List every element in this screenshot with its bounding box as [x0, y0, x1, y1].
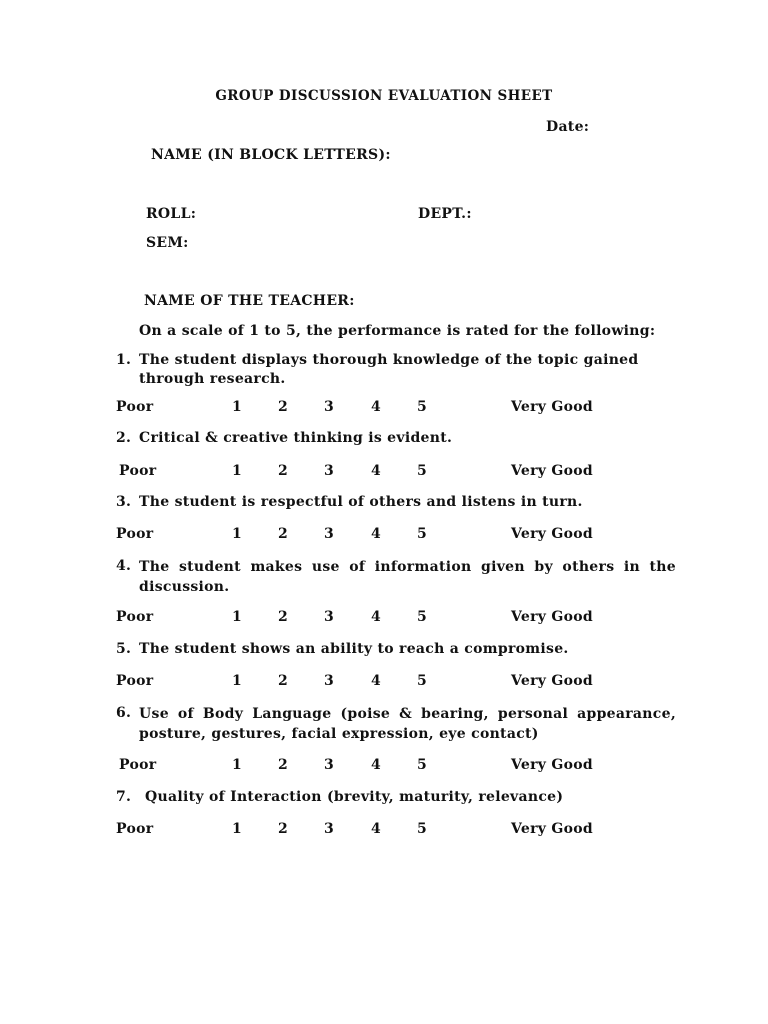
rating-option-4[interactable]: 4: [371, 757, 382, 773]
criterion-7: [116, 788, 676, 807]
scale-low-label: Poor: [116, 673, 154, 689]
teacher-label: NAME OF THE TEACHER:: [144, 293, 355, 309]
scale-high-label: Very Good: [511, 673, 593, 689]
criterion-text: The student is respectful of others and listens in turn.: [139, 494, 583, 510]
criterion-2: [116, 429, 676, 448]
scale-high-label: Very Good: [511, 757, 593, 773]
rating-option-4[interactable]: 4: [371, 609, 382, 625]
rating-scale-5: [0, 672, 768, 690]
criterion-6: [116, 704, 676, 744]
rating-option-3[interactable]: 3: [324, 757, 335, 773]
scale-low-label: Poor: [116, 609, 154, 625]
dept-label: DEPT.:: [418, 206, 472, 222]
scale-high-label: Very Good: [511, 463, 593, 479]
criterion-text: Critical & creative thinking is evident.: [139, 430, 453, 446]
page-title: GROUP DISCUSSION EVALUATION SHEET: [215, 88, 553, 104]
criterion-1: [116, 351, 676, 389]
rating-option-3[interactable]: 3: [324, 609, 335, 625]
rating-option-1[interactable]: 1: [232, 609, 243, 625]
rating-option-3[interactable]: 3: [324, 526, 335, 542]
rating-option-2[interactable]: 2: [278, 399, 289, 415]
instruction-text: On a scale of 1 to 5, the performance is rated for the following:: [139, 323, 656, 339]
rating-option-4[interactable]: 4: [371, 821, 382, 837]
rating-option-1[interactable]: 1: [232, 463, 243, 479]
rating-option-1[interactable]: 1: [232, 821, 243, 837]
rating-option-1[interactable]: 1: [232, 757, 243, 773]
date-label: Date:: [546, 119, 590, 135]
rating-scale-2: [0, 462, 768, 480]
criterion-text: The student displays thorough knowledge of the topic gained through research.: [139, 352, 639, 387]
scale-high-label: Very Good: [511, 526, 593, 542]
rating-option-4[interactable]: 4: [371, 673, 382, 689]
rating-option-2[interactable]: 2: [278, 821, 289, 837]
criterion-text: The student shows an ability to reach a compromise.: [139, 641, 569, 657]
rating-option-5[interactable]: 5: [417, 673, 428, 689]
rating-scale-6: [0, 756, 768, 774]
scale-high-label: Very Good: [511, 399, 593, 415]
rating-option-2[interactable]: 2: [278, 463, 289, 479]
scale-high-label: Very Good: [511, 821, 593, 837]
criterion-text: Quality of Interaction (brevity, maturity, relevance): [145, 789, 564, 805]
rating-option-2[interactable]: 2: [278, 757, 289, 773]
criterion-number: 6.: [116, 705, 132, 721]
rating-option-1[interactable]: 1: [232, 399, 243, 415]
criterion-5: [116, 640, 676, 659]
rating-option-2[interactable]: 2: [278, 526, 289, 542]
rating-option-3[interactable]: 3: [324, 821, 335, 837]
criterion-4: [116, 557, 676, 597]
rating-option-2[interactable]: 2: [278, 673, 289, 689]
rating-option-3[interactable]: 3: [324, 673, 335, 689]
scale-low-label: Poor: [119, 463, 157, 479]
rating-option-5[interactable]: 5: [417, 399, 428, 415]
rating-option-4[interactable]: 4: [371, 526, 382, 542]
scale-low-label: Poor: [116, 821, 154, 837]
rating-option-1[interactable]: 1: [232, 526, 243, 542]
rating-option-4[interactable]: 4: [371, 399, 382, 415]
scale-low-label: Poor: [116, 399, 154, 415]
criterion-number: 1.: [116, 352, 132, 368]
name-label: NAME (IN BLOCK LETTERS):: [151, 147, 391, 163]
criterion-text: Use of Body Language (poise & bearing, personal appearance, posture, gestures, facial expression, eye contact): [139, 706, 676, 742]
rating-option-5[interactable]: 5: [417, 526, 428, 542]
rating-scale-7: [0, 820, 768, 838]
criterion-number: 4.: [116, 558, 132, 574]
rating-scale-3: [0, 525, 768, 543]
criterion-text: The student makes use of information given by others in the discussion.: [139, 559, 676, 595]
rating-scale-4: [0, 608, 768, 626]
criterion-number: 5.: [116, 641, 132, 657]
criterion-number: 7.: [116, 789, 132, 805]
rating-option-5[interactable]: 5: [417, 821, 428, 837]
criterion-number: 3.: [116, 494, 132, 510]
rating-scale-1: [0, 398, 768, 416]
rating-option-1[interactable]: 1: [232, 673, 243, 689]
criterion-number: 2.: [116, 430, 132, 446]
criterion-3: [116, 493, 676, 512]
rating-option-4[interactable]: 4: [371, 463, 382, 479]
sem-label: SEM:: [146, 235, 189, 251]
rating-option-5[interactable]: 5: [417, 463, 428, 479]
rating-option-5[interactable]: 5: [417, 757, 428, 773]
rating-option-3[interactable]: 3: [324, 463, 335, 479]
scale-low-label: Poor: [116, 526, 154, 542]
scale-high-label: Very Good: [511, 609, 593, 625]
roll-label: ROLL:: [146, 206, 197, 222]
rating-option-5[interactable]: 5: [417, 609, 428, 625]
rating-option-2[interactable]: 2: [278, 609, 289, 625]
rating-option-3[interactable]: 3: [324, 399, 335, 415]
scale-low-label: Poor: [119, 757, 157, 773]
